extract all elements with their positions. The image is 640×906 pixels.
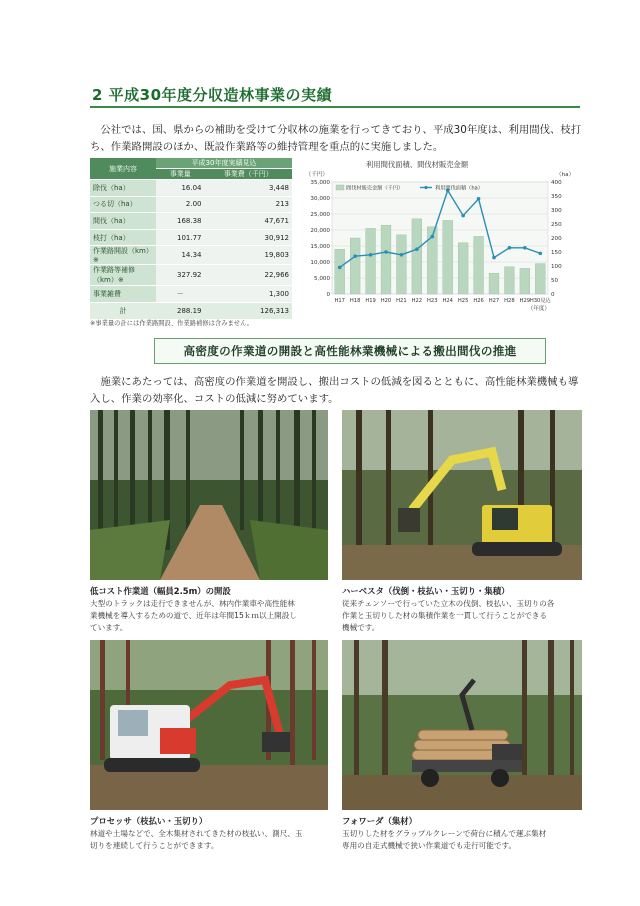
line-point	[461, 214, 465, 218]
x-tick-label: H30見込	[529, 298, 551, 304]
photo-4-caption	[342, 828, 582, 852]
plot-area	[332, 182, 548, 294]
caption-line: 従来チェンソーで行っていた立木の伐倒、枝払い、玉切りの各	[342, 599, 555, 608]
x-tick-label: H28	[504, 298, 515, 304]
row-label: 作業路等補修（km）※	[90, 265, 156, 286]
x-tick-label: H21	[396, 298, 407, 304]
photo-processor	[90, 640, 328, 810]
y-tick-right: 350	[551, 194, 562, 200]
bar	[366, 228, 376, 294]
row-amount: 2.00	[156, 196, 205, 213]
row-cost: 3,448	[205, 180, 293, 197]
line-point	[477, 197, 481, 201]
bar	[381, 225, 391, 294]
table-row	[90, 213, 292, 230]
bar	[396, 235, 406, 294]
row-label: 枝打（ha）	[90, 229, 156, 246]
photo-forest-road	[90, 410, 328, 580]
row-cost: 213	[205, 196, 293, 213]
row-label: 作業路開設（km）※	[90, 246, 156, 265]
row-label: 間伐（ha）	[90, 213, 156, 230]
caption-line: 専用の自走式機械で狭い作業道でも走行可能です。	[342, 841, 517, 850]
y-tick-right: 50	[551, 278, 559, 284]
x-tick-label: H20	[380, 298, 392, 304]
line-point	[492, 256, 496, 260]
y-tick-right: 150	[551, 250, 562, 256]
table-row-total	[90, 302, 292, 319]
banner-text: 高密度の作業道の開設と高性能林業機械による搬出間伐の推進	[183, 344, 517, 358]
line-point	[523, 246, 527, 250]
y-tick-left: 0	[326, 292, 330, 298]
x-tick-label: H25	[457, 298, 469, 304]
photo-2-title: ハーベスタ（伐倒・枝払い・玉切り・集積）	[342, 586, 510, 596]
bar	[504, 267, 514, 294]
caption-line: 玉切りした材をグラップルクレーンで荷台に積んで運ぶ集材	[342, 829, 547, 838]
caption-line: 大型のトラックは走行できませんが、林内作業車や高性能林	[90, 599, 295, 608]
y-tick-left: 10,000	[310, 260, 330, 266]
x-tick-label: H29	[519, 298, 531, 304]
bar	[535, 264, 545, 294]
row-amount: 327.92	[156, 265, 205, 286]
photo-1-title: 低コスト作業道（幅員2.5m）の開設	[90, 586, 231, 596]
line-point	[384, 250, 388, 254]
table-note: ※事業量の計には作業路開設、作業路補修は含みません。	[90, 320, 254, 327]
caption-line: 切りを連続して行うことができます。	[90, 841, 219, 850]
legend-label-line: 利用間伐面積（ha）	[435, 185, 483, 192]
table-row	[90, 196, 292, 213]
photo-3-title: プロセッサ（枝払い・玉切り）	[90, 816, 208, 826]
line-point	[353, 254, 357, 258]
row-cost: 19,803	[205, 246, 293, 265]
table-row	[90, 180, 292, 197]
legend-marker-line	[424, 186, 427, 189]
y-tick-right: 400	[551, 180, 562, 186]
row-label: 計	[90, 302, 156, 319]
intro-paragraph: 公社では、国、県からの補助を受けて分収林の施業を行ってきており、平成30年度は、利用間伐、枝打ち、作業路開設のほか、既設作業路等の維持管理を重点的に実施しました。	[90, 124, 582, 153]
photo-2-caption	[342, 598, 582, 634]
y-tick-right: 300	[551, 208, 562, 214]
row-label: つる切（ha）	[90, 196, 156, 213]
x-tick-label: H22	[411, 298, 423, 304]
title-rule	[90, 106, 580, 108]
x-tick-label: H24	[442, 298, 453, 304]
section-title: 2 平成30年度分収造林事業の実績	[92, 86, 333, 104]
y-tick-left: 25,000	[310, 212, 330, 218]
chart-svg	[296, 160, 582, 316]
bar	[412, 219, 422, 294]
y-axis-label-left: （千円）	[305, 172, 328, 178]
x-tick-label: H17	[334, 298, 345, 304]
caption-line: 林道や土場などで、全木集材されてきた材の枝払い、測尺、玉	[90, 829, 303, 838]
line-point	[400, 253, 404, 257]
y-tick-right: 0	[551, 292, 555, 298]
table-row	[90, 246, 292, 265]
row-amount: 14.34	[156, 246, 205, 265]
y-tick-right: 100	[551, 264, 562, 270]
col-group-header: 平成30年度実績見込	[156, 158, 292, 169]
caption-line: 機械です。	[342, 623, 380, 632]
col-cost-header: 事業費（千円）	[205, 169, 293, 180]
table-row	[90, 286, 292, 303]
photo-4-title: フォワーダ（集材）	[342, 816, 417, 826]
x-tick-label: H27	[488, 298, 500, 304]
line-point	[430, 235, 434, 239]
row-cost: 47,671	[205, 213, 293, 230]
legend-swatch-bar	[336, 185, 344, 190]
row-cost: 22,966	[205, 265, 293, 286]
y-tick-right: 200	[551, 236, 562, 242]
row-label: 事業雑費	[90, 286, 156, 303]
row-cost: 1,300	[205, 286, 293, 303]
line-point	[508, 246, 512, 250]
row-amount: 101.77	[156, 229, 205, 246]
row-cost: 30,912	[205, 229, 293, 246]
section-banner	[154, 338, 546, 364]
chart-title: 利用間伐面積、間伐材販売金額	[366, 160, 469, 169]
photo-forwarder	[342, 640, 582, 810]
results-table	[90, 158, 292, 320]
y-tick-left: 35,000	[310, 180, 330, 186]
x-tick-label: H23	[427, 298, 438, 304]
description-paragraph: 施業にあたっては、高密度の作業道を開設し、搬出コストの低減を図るとともに、高性能林業機械も導入し、作業の効率化、コストの低減に努めています。	[90, 376, 579, 405]
x-tick-label: H26	[473, 298, 484, 304]
line-point	[338, 266, 342, 270]
caption-line: 業機械を導入するための道で、近年は年間15ｋｍ以上開設し	[90, 611, 297, 620]
col-item-header: 施業内容	[90, 158, 156, 180]
bar	[443, 220, 453, 294]
caption-line: 作業と玉切りした材の集積作業を一貫して行うことができる	[342, 611, 548, 620]
chart	[296, 160, 582, 316]
y-axis-label-right: （ha）	[556, 172, 575, 178]
row-cost: 126,313	[205, 302, 293, 319]
table-row	[90, 229, 292, 246]
row-label: 除伐（ha）	[90, 180, 156, 197]
bar	[474, 236, 484, 294]
legend-label-bar: 間伐材販売金額（千円）	[346, 185, 404, 192]
line-point	[538, 252, 542, 256]
line-point	[415, 247, 419, 251]
y-tick-left: 30,000	[310, 196, 330, 202]
x-tick-label: H18	[349, 298, 361, 304]
bar	[335, 249, 345, 294]
y-tick-left: 5,000	[313, 276, 330, 282]
caption-line: ています。	[90, 623, 128, 632]
bar	[520, 268, 530, 294]
x-tick-label: H19	[365, 298, 376, 304]
table-row	[90, 265, 292, 286]
y-tick-right: 250	[551, 222, 562, 228]
y-tick-left: 20,000	[310, 228, 330, 234]
row-amount: －	[156, 286, 205, 303]
y-tick-left: 15,000	[310, 244, 330, 250]
row-amount: 168.38	[156, 213, 205, 230]
photo-harvester	[342, 410, 582, 580]
bar	[458, 243, 468, 294]
col-amount-header: 事業量	[156, 169, 205, 180]
line-point	[369, 253, 373, 257]
bar	[489, 273, 499, 294]
photo-3-caption	[90, 828, 330, 852]
row-amount: 288.19	[156, 302, 205, 319]
bar	[350, 238, 360, 294]
row-amount: 16.04	[156, 180, 205, 197]
photo-1-caption	[90, 598, 330, 634]
x-axis-label: （年度）	[527, 306, 550, 312]
